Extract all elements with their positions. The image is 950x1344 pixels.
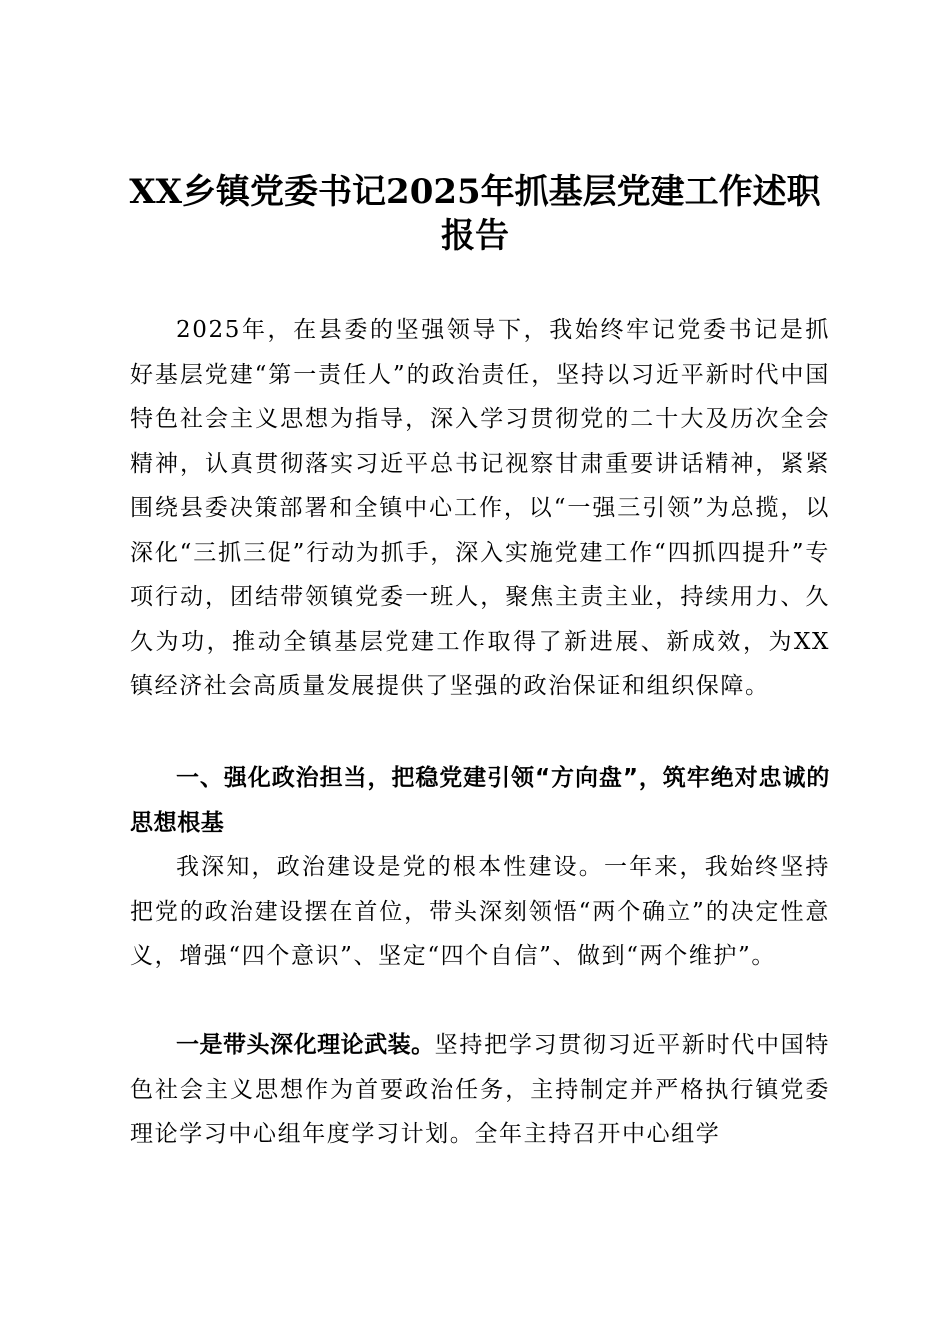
point-1-paragraph <box>130 1023 830 1157</box>
intro-paragraph: 2025年，在县委的坚强领导下，我始终牢记党委书记是抓好基层党建“第一责任人”的政治责任，坚持以习近平新时代中国特色社会主义思想为指导，深入学习贯彻党的二十大及历次全会精神，认真贯彻落实习近平总书记视察甘肃重要讲话精神，紧紧围绕县委决策部署和全镇中心工作，以“一强三引领”为总揽，以深化“三抓三促”行动为抓手，深入实施党建工作“四抓四提升”专项行动，团结带领镇党委一班人，聚焦主责主业，持续用力、久久为功，推动全镇基层党建工作取得了新进展、新成效，为XX镇经济社会高质量发展提供了坚强的政治保证和组织保障。 <box>130 317 830 699</box>
section-heading-1: 一、强化政治担当，把稳党建引领“方向盘”，筑牢绝对忠诚的思想根基 <box>130 765 830 836</box>
document-title: XX乡镇党委书记2025年抓基层党建工作述职报告 <box>129 172 821 256</box>
point-1-text: 坚持把学习贯彻习近平新时代中国特色社会主义思想作为首要政治任务，主持制定并严格执行镇党委理论学习中心组年度学习计划。全年主持召开中心组学 <box>130 1032 830 1147</box>
section-1-paragraph: 我深知，政治建设是党的根本性建设。一年来，我始终坚持把党的政治建设摆在首位，带头深刻领悟“两个确立”的决定性意义，增强“四个意识”、坚定“四个自信”、做到“两个维护”。 <box>130 854 830 969</box>
point-1-lead: 一是带头深化理论武装。 <box>176 1032 435 1058</box>
